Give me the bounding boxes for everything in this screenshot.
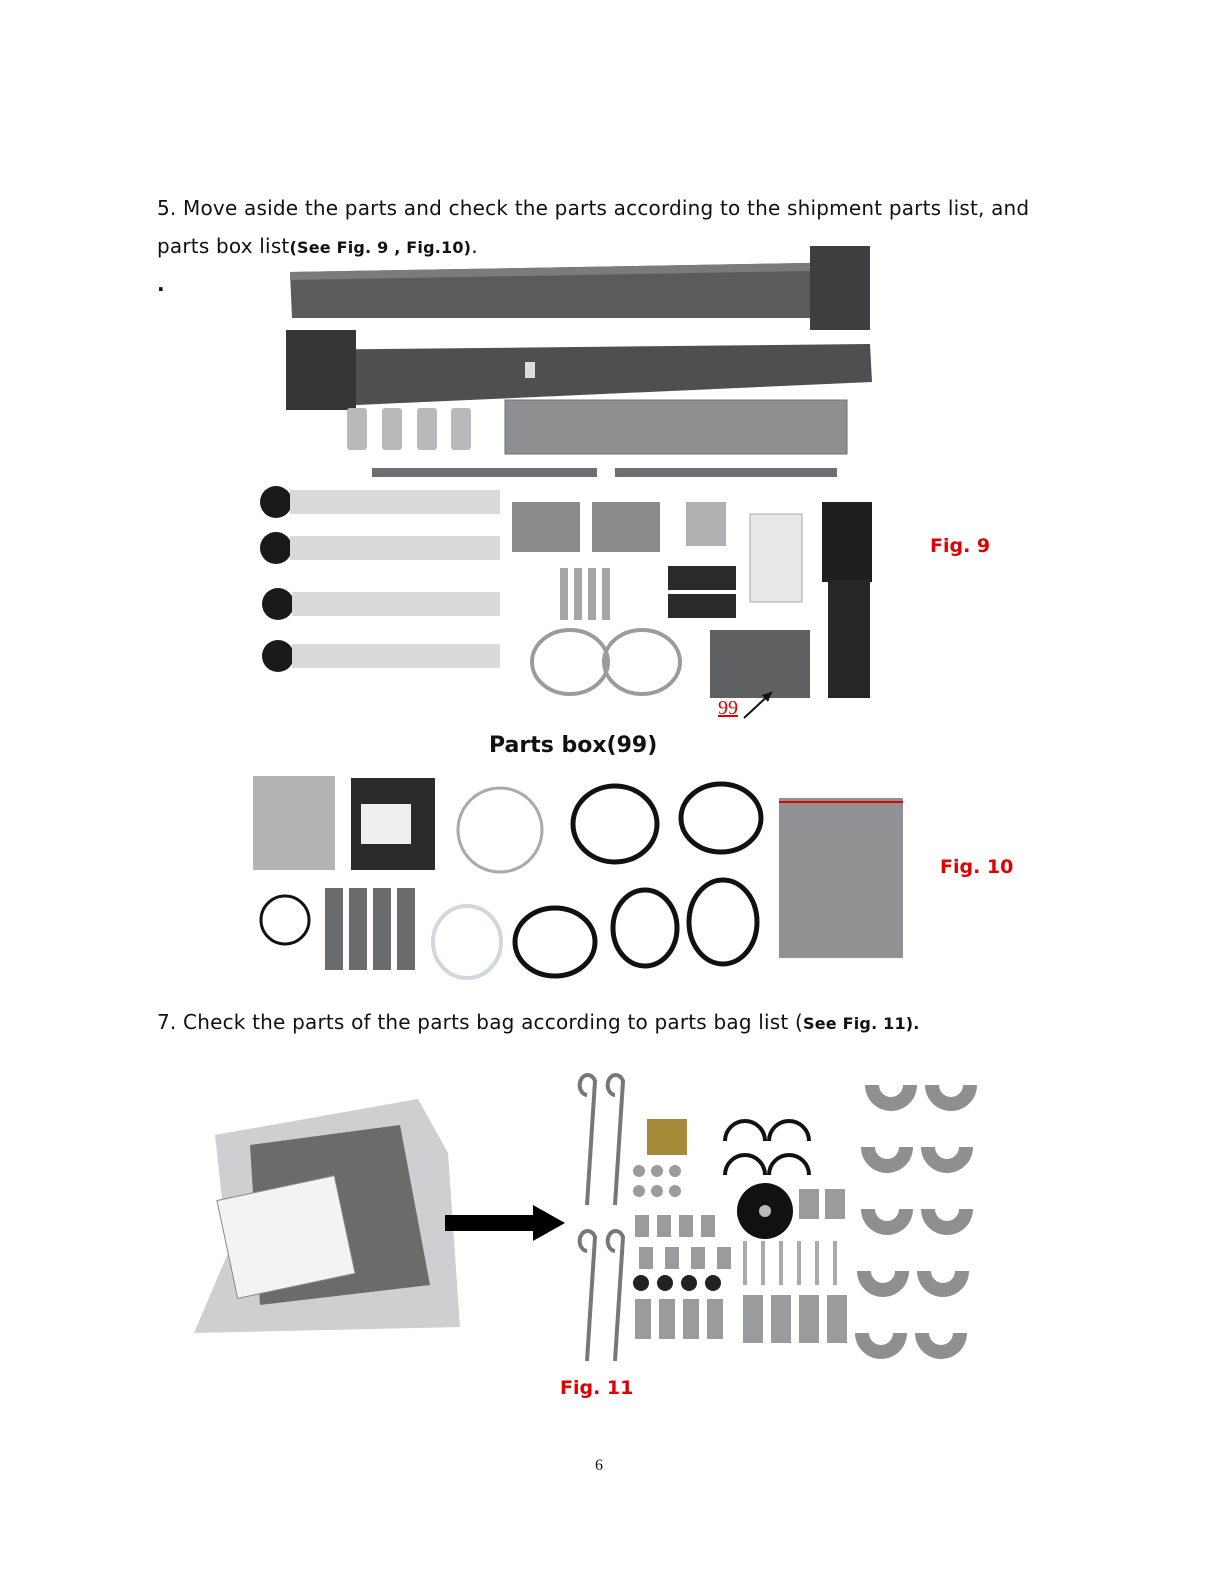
page-number: 6 [595, 1457, 603, 1474]
step5-line2: parts box list(See Fig. 9 , Fig.10). [157, 234, 478, 258]
right-arrow-icon [445, 1205, 565, 1241]
stray-dot: . [157, 272, 165, 296]
fig10-label: Fig. 10 [940, 856, 1014, 878]
fig-reference: See Fig. 11). [803, 1014, 920, 1033]
step5-line1: 5. Move aside the parts and check the parts according to the shipment parts list, and [157, 196, 1030, 220]
parts-box-heading: Parts box(99) [489, 733, 658, 758]
fig11-label: Fig. 11 [560, 1377, 634, 1399]
fig9-label: Fig. 9 [930, 535, 991, 557]
fig10-photo [245, 772, 910, 990]
parts-bag-photo [190, 1095, 465, 1345]
fig-reference: (See Fig. 9 , Fig.10) [289, 238, 472, 257]
callout-99: 99 [718, 697, 738, 719]
step7-line: 7. Check the parts of the parts bag according to parts bag list (See Fig. 11). [157, 1010, 920, 1034]
fig9-photo [250, 240, 890, 720]
bag-contents-photo [575, 1065, 990, 1370]
